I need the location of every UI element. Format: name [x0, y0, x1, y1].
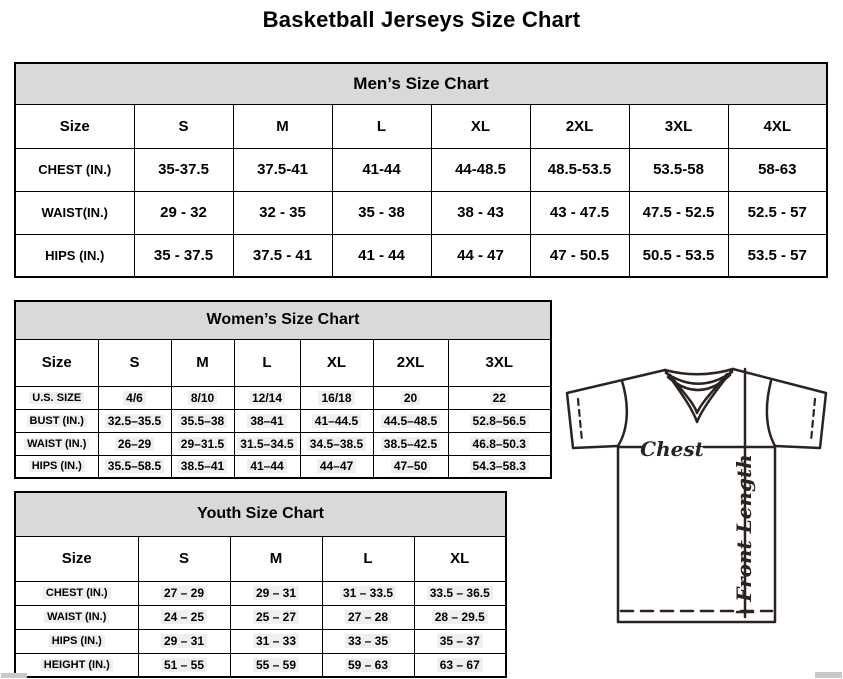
- column-header: 4XL: [728, 104, 827, 148]
- size-cell: [98, 386, 171, 409]
- cell-text: 28 – 29.5: [432, 610, 488, 624]
- cell-text: WAIST (IN.): [24, 438, 89, 450]
- cell-text: HIPS (IN.): [49, 635, 105, 647]
- cell-text: CHEST (IN.): [43, 587, 111, 599]
- page-edge-artifact-right: [815, 672, 842, 678]
- mens-size-chart-table: [14, 62, 828, 278]
- row-label: [15, 409, 98, 432]
- size-cell: [300, 432, 373, 455]
- size-cell: [448, 455, 551, 478]
- cell-text: HEIGHT (IN.): [41, 659, 113, 671]
- table-row: [15, 629, 506, 653]
- size-cell: 43 - 47.5: [530, 191, 629, 234]
- column-header: L: [234, 339, 300, 386]
- cuff-seam-right: [811, 399, 815, 441]
- size-cell: [414, 653, 506, 677]
- youth-size-chart-table: [14, 491, 507, 678]
- table-row: [15, 409, 551, 432]
- table-row: [15, 581, 506, 605]
- size-cell: 37.5-41: [233, 148, 332, 191]
- page-title: Basketball Jerseys Size Chart: [262, 7, 581, 32]
- row-label: [15, 605, 138, 629]
- size-cell: 35 - 38: [332, 191, 431, 234]
- size-cell: 41-44: [332, 148, 431, 191]
- size-cell: [230, 581, 322, 605]
- cell-text: 51 – 55: [161, 658, 207, 672]
- row-label: HIPS (IN.): [15, 234, 134, 277]
- table-row: [15, 104, 827, 148]
- row-label: [15, 455, 98, 478]
- cell-text: U.S. SIZE: [29, 392, 84, 404]
- size-cell: [373, 386, 448, 409]
- table-row: [15, 339, 551, 386]
- size-cell: 58-63: [728, 148, 827, 191]
- front-length-label: Front Length: [732, 454, 756, 602]
- cell-text: WAIST (IN.): [44, 611, 109, 623]
- size-cell: [171, 386, 234, 409]
- size-cell: 44-48.5: [431, 148, 530, 191]
- column-header: Size: [15, 536, 138, 581]
- column-header: Size: [15, 339, 98, 386]
- column-header: S: [134, 104, 233, 148]
- size-cell: 47.5 - 52.5: [629, 191, 728, 234]
- size-cell: 50.5 - 53.5: [629, 234, 728, 277]
- womens-chart-header: Women’s Size Chart: [15, 301, 551, 339]
- cell-text: HIPS (IN.): [29, 460, 85, 472]
- column-header: S: [98, 339, 171, 386]
- row-label: [15, 581, 138, 605]
- cell-text: 52.8–56.5: [470, 414, 529, 428]
- youth-chart-header: Youth Size Chart: [15, 492, 506, 536]
- column-header: M: [230, 536, 322, 581]
- table-row: [15, 234, 827, 277]
- size-cell: [414, 629, 506, 653]
- jersey-measurement-diagram: [557, 356, 843, 632]
- table-row: [15, 536, 506, 581]
- cell-text: 44–47: [317, 459, 356, 473]
- column-header: 2XL: [530, 104, 629, 148]
- cell-text: 22: [490, 391, 509, 405]
- row-label: [15, 653, 138, 677]
- table-row: [15, 492, 506, 536]
- collar-back-arc-outer: [665, 369, 733, 374]
- size-cell: 47 - 50.5: [530, 234, 629, 277]
- size-cell: [448, 386, 551, 409]
- size-cell: [373, 455, 448, 478]
- size-cell: [138, 605, 230, 629]
- column-header: 3XL: [448, 339, 551, 386]
- column-header: L: [322, 536, 414, 581]
- page-edge-artifact-left: [1, 673, 27, 678]
- row-label: WAIST(IN.): [15, 191, 134, 234]
- size-cell: [234, 455, 300, 478]
- size-cell: [322, 653, 414, 677]
- size-cell: [171, 409, 234, 432]
- table-row: [15, 605, 506, 629]
- cell-text: 63 – 67: [437, 658, 483, 672]
- size-cell: [230, 629, 322, 653]
- column-header: S: [138, 536, 230, 581]
- cell-text: 32.5–35.5: [105, 414, 164, 428]
- size-cell: [373, 409, 448, 432]
- column-header: Size: [15, 104, 134, 148]
- size-cell: [98, 409, 171, 432]
- size-cell: 41 - 44: [332, 234, 431, 277]
- cell-text: 4/6: [123, 391, 146, 405]
- size-cell: [171, 455, 234, 478]
- size-cell: [98, 455, 171, 478]
- womens-size-chart-table: [14, 300, 552, 479]
- row-label: [15, 386, 98, 409]
- cell-text: 33 – 35: [345, 634, 391, 648]
- cell-text: 35 – 37: [437, 634, 483, 648]
- cell-text: 46.8–50.3: [470, 437, 529, 451]
- size-cell: 29 - 32: [134, 191, 233, 234]
- cell-text: 38–41: [247, 414, 286, 428]
- column-header: 2XL: [373, 339, 448, 386]
- cell-text: 31 – 33: [253, 634, 299, 648]
- column-header: L: [332, 104, 431, 148]
- size-cell: [300, 409, 373, 432]
- size-cell: [234, 409, 300, 432]
- column-header: M: [171, 339, 234, 386]
- cell-text: 29 – 31: [253, 586, 299, 600]
- armhole-seam-right: [767, 381, 775, 446]
- table-row: [15, 301, 551, 339]
- size-cell: [138, 629, 230, 653]
- table-row: [15, 148, 827, 191]
- armhole-seam-left: [618, 381, 627, 446]
- cell-text: 41–44.5: [312, 414, 361, 428]
- table-row: [15, 455, 551, 478]
- cell-text: 38.5–42.5: [381, 437, 440, 451]
- size-cell: [448, 409, 551, 432]
- size-cell: [322, 581, 414, 605]
- row-label: [15, 629, 138, 653]
- size-cell: 44 - 47: [431, 234, 530, 277]
- cell-text: 31.5–34.5: [237, 437, 296, 451]
- column-header: XL: [300, 339, 373, 386]
- mens-chart-header: Men’s Size Chart: [15, 63, 827, 104]
- cell-text: 54.3–58.3: [470, 459, 529, 473]
- cell-text: 20: [401, 391, 420, 405]
- row-label: CHEST (IN.): [15, 148, 134, 191]
- size-cell: 52.5 - 57: [728, 191, 827, 234]
- size-cell: [322, 605, 414, 629]
- cell-text: 35.5–58.5: [105, 459, 164, 473]
- size-cell: [234, 386, 300, 409]
- cell-text: 38.5–41: [178, 459, 227, 473]
- column-header: 3XL: [629, 104, 728, 148]
- size-cell: [230, 605, 322, 629]
- cell-text: 27 – 28: [345, 610, 391, 624]
- cell-text: 33.5 – 36.5: [427, 586, 493, 600]
- size-cell: 38 - 43: [431, 191, 530, 234]
- cell-text: 59 – 63: [345, 658, 391, 672]
- cell-text: 35.5–38: [178, 414, 227, 428]
- size-cell: 48.5-53.5: [530, 148, 629, 191]
- size-cell: 53.5-58: [629, 148, 728, 191]
- cell-text: 55 – 59: [253, 658, 299, 672]
- size-cell: [414, 581, 506, 605]
- table-row: [15, 63, 827, 104]
- cell-text: 44.5–48.5: [381, 414, 440, 428]
- cell-text: 12/14: [249, 391, 285, 405]
- jersey-outline: [567, 369, 826, 622]
- cell-text: BUST (IN.): [27, 415, 87, 427]
- cell-text: 29–31.5: [178, 437, 227, 451]
- row-label: [15, 432, 98, 455]
- size-cell: 53.5 - 57: [728, 234, 827, 277]
- size-cell: 37.5 - 41: [233, 234, 332, 277]
- cuff-seam-left: [578, 399, 582, 441]
- cell-text: 26–29: [115, 437, 154, 451]
- cell-text: 31 – 33.5: [340, 586, 396, 600]
- size-cell: [414, 605, 506, 629]
- chest-label: Chest: [640, 437, 704, 461]
- cell-text: 8/10: [188, 391, 217, 405]
- size-cell: [322, 629, 414, 653]
- cell-text: 27 – 29: [161, 586, 207, 600]
- table-row: [15, 386, 551, 409]
- size-cell: 35-37.5: [134, 148, 233, 191]
- size-cell: [230, 653, 322, 677]
- size-cell: [234, 432, 300, 455]
- cell-text: 29 – 31: [161, 634, 207, 648]
- cell-text: 16/18: [318, 391, 354, 405]
- size-cell: [373, 432, 448, 455]
- size-cell: [98, 432, 171, 455]
- cell-text: 25 – 27: [253, 610, 299, 624]
- cell-text: 47–50: [391, 459, 430, 473]
- size-cell: [171, 432, 234, 455]
- size-cell: [138, 581, 230, 605]
- size-cell: [300, 455, 373, 478]
- size-cell: [448, 432, 551, 455]
- table-row: [15, 191, 827, 234]
- column-header: XL: [431, 104, 530, 148]
- cell-text: 41–44: [247, 459, 286, 473]
- table-row: [15, 653, 506, 677]
- cell-text: 24 – 25: [161, 610, 207, 624]
- size-cell: [138, 653, 230, 677]
- column-header: M: [233, 104, 332, 148]
- size-cell: 32 - 35: [233, 191, 332, 234]
- column-header: XL: [414, 536, 506, 581]
- size-cell: [300, 386, 373, 409]
- table-row: [15, 432, 551, 455]
- cell-text: 34.5–38.5: [307, 437, 366, 451]
- size-cell: 35 - 37.5: [134, 234, 233, 277]
